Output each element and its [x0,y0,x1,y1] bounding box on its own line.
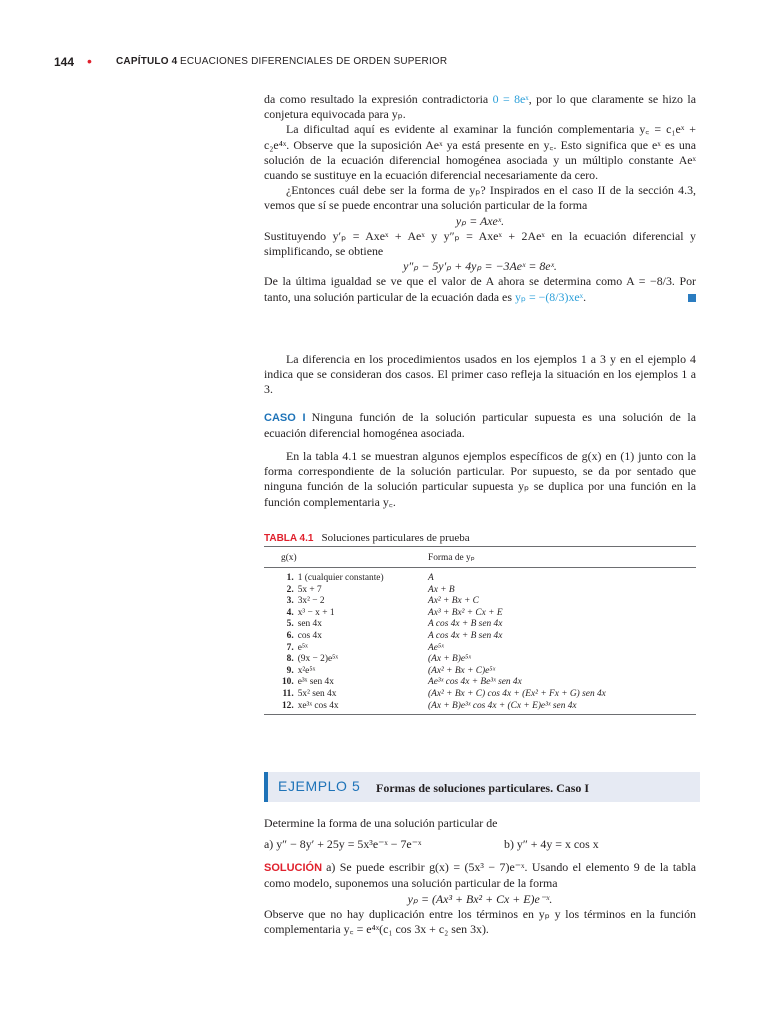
column-header-g: g(x) [264,547,428,568]
example-banner [264,772,700,802]
text-block-1 [264,92,696,305]
row-number: 3. [286,596,294,607]
row-number: 12. [264,701,298,715]
solutions-table [264,546,696,715]
case-label: CASO I [264,411,306,424]
cell-g: 5x + 7 [297,584,322,595]
text: da como resultado la expresión contradictoria [264,92,493,106]
row-number: 11. [282,688,294,699]
cell-form: (Ax² + Bx + C) cos 4x + (Ex² + Fx + G) sen 4x [428,688,606,699]
inline-equation: 0 = 8eˣ [492,92,529,106]
running-header [54,55,734,71]
table-row [264,585,696,597]
cell-form: Ax³ + Bx² + Cx + E [428,607,503,618]
row-number: 2. [286,584,294,595]
cell-form: (Ax² + Bx + C)e⁵ˣ [428,665,496,676]
row-number: 6. [286,630,294,641]
cell-g: x³ − x + 1 [297,607,335,618]
cell-g: 3x² − 2 [297,596,325,607]
problem-b: b) y″ + 4y = x cos x [504,837,599,852]
example-label: EJEMPLO 5 [278,778,361,794]
cell-g: (9x − 2)e⁵ˣ [297,654,339,665]
chapter-label: CAPÍTULO 4 [116,56,178,67]
header-bullet: • [87,53,92,69]
cell-g: x²e⁵ˣ [297,665,316,676]
cell-form: (Ax + B)e⁵ˣ [428,654,471,665]
row-number: 8. [286,654,294,665]
solution-paragraph [264,860,696,891]
paragraph: ¿Entonces cuál debe ser la forma de yₚ? Inspirados en el caso II de la sección 4.3, vemos que sí se puede encontrar una solución particular de la forma [264,183,696,213]
table-row [264,701,696,715]
row-number: 5. [286,619,294,630]
cell-g: sen 4x [297,619,322,630]
cell-form: A cos 4x + B sen 4x [428,619,503,630]
cell-g: e³ˣ sen 4x [297,677,334,688]
paragraph: Observe que no hay duplicación entre los términos en yₚ y los términos en la función complementaria y꜀ = e⁴ˣ(c₁ cos 3x + c₂ sen 3x). [264,906,696,937]
text: De la última igualdad se ve que el valor de A ahora se determina como A = −8/3. Por tanto, una solución particular de la ecuación dada es [264,274,696,304]
text: a) Se puede escribir g(x) = (5x³ − 7)e⁻ˣ. Usando el elemento 9 de la tabla como modelo, suponemos una solución particular de la forma [264,860,696,891]
row-number: 10. [281,677,294,688]
paragraph: En la tabla 4.1 se muestran algunos ejemplos específicos de g(x) en (1) junto con la forma correspondiente de la solución particular. Por supuesto, se da por sentado que ninguna función de la solución particular supuesta yₚ se duplica por una función en la función complementaria y꜀. [264,449,696,509]
table-row [264,689,696,701]
text: , por lo que claramente se hizo la conjetura equivocada para yₚ. [264,92,697,122]
page-number: 144 [54,55,75,69]
cell-g: cos 4x [297,630,322,641]
cell-form: Ax + B [428,584,455,595]
end-of-example-square [688,294,696,302]
example-intro: Determine la forma de una solución particular de [264,816,498,830]
chapter-title: ECUACIONES DIFERENCIALES DE ORDEN SUPERIOR [180,56,448,67]
paragraph: La dificultad aquí es evidente al examinar la función complementaria y꜀ = c₁eˣ + c₂e⁴ˣ. Observe que la suposición Aeˣ ya está presente en y꜀. Esto significa que eˣ es una solución de la ecuación diferencial homogénea asociada y un múltiplo constante Aeˣ cuando se sustituye en la ecuación diferencial necesariamente da cero. [264,122,696,183]
row-number: 7. [286,642,294,653]
table-caption [264,532,470,544]
cell-g: 5x² sen 4x [297,688,337,699]
table-row [264,596,696,608]
paragraph: Sustituyendo y′ₚ = Axeˣ + Aeˣ y y″ₚ = Axeˣ + 2Aeˣ en la ecuación diferencial y simplificando, se obtiene [264,228,696,259]
table-row [264,654,696,666]
cell-g: xe³ˣ cos 4x [298,701,428,715]
display-equation: y″ₚ − 5y′ₚ + 4yₚ = −3Aeˣ = 8eˣ. [403,259,557,274]
text: . [583,289,587,304]
table-row [264,619,696,631]
row-number: 9. [286,665,294,676]
table-row [264,677,696,689]
cell-g: 1 (cualquier constante) [297,573,384,583]
example-problems [264,837,696,852]
example-body [264,816,696,937]
table-row [264,666,696,678]
cell-form: A [428,573,434,583]
paragraph [264,92,696,122]
cell-form: Ae³ˣ cos 4x + Be³ˣ sen 4x [428,677,522,688]
table-header-row [264,547,696,568]
table-row [264,608,696,620]
problem-a: a) y″ − 8y′ + 25y = 5x³e⁻ˣ − 7e⁻ˣ [264,837,422,852]
cell-form: Ax² + Bx + C [428,596,479,607]
solution-label: SOLUCIÓN [264,862,323,875]
paragraph: La diferencia en los procedimientos usados en los ejemplos 1 a 3 y en el ejemplo 4 indica que se consideran dos casos. El primer caso refleja la situación en los ejemplos 1 a 3. [264,352,696,397]
text: Ninguna función de la solución particular supuesta es una solución de la ecuación diferencial homogénea asociada. [264,409,696,440]
cell-form: (Ax + B)e³ˣ cos 4x + (Cx + E)e³ˣ sen 4x [428,701,696,715]
table-label: TABLA 4.1 [264,533,314,544]
table-caption-text: Soluciones particulares de prueba [321,532,470,544]
table-row [264,643,696,655]
table-row [264,631,696,643]
cell-form: Ae⁵ˣ [428,642,444,653]
table-row [264,568,696,585]
example-title: Formas de soluciones particulares. Caso I [376,781,590,795]
case-statement [264,410,696,441]
row-number: 4. [286,607,294,618]
row-number: 1. [286,573,294,583]
text-block-2 [264,352,696,510]
cell-g: e⁵ˣ [297,642,308,653]
paragraph [264,274,696,304]
display-equation: yₚ = (Ax³ + Bx² + Cx + E)e⁻ˣ. [407,891,553,906]
display-equation: yₚ = Axeˣ. [455,213,505,228]
cell-form: A cos 4x + B sen 4x [428,630,503,641]
column-header-form: Forma de yₚ [428,547,696,568]
inline-equation: yₚ = −(8/3)xeˣ [514,289,584,304]
